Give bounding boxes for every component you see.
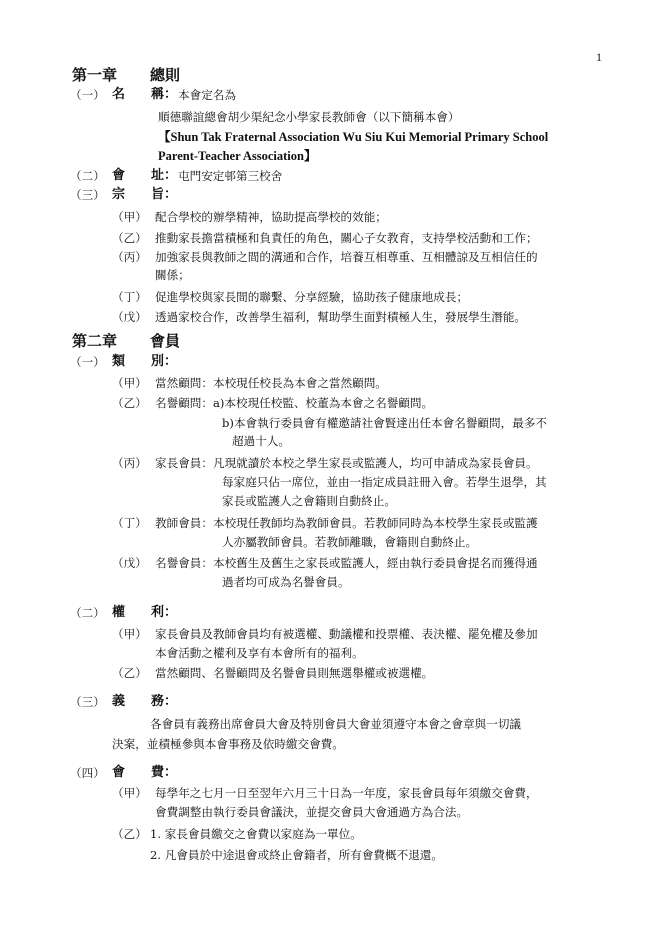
list-item-text: 配合學校的辦學精神，協助提高學校的效能； xyxy=(155,210,387,224)
list-item-text: 當然顧問、名譽顧問及名譽會員則無選舉權或被選權。 xyxy=(155,666,434,680)
list-item-text: 每家庭只佔一席位，並由一指定成員註冊入會。若學生退學，其 xyxy=(222,475,547,489)
list-item-marker: （甲） xyxy=(112,210,147,224)
list-item-text: b)本會執行委員會有權邀請社會賢達出任本會名譽顧問，最多不 xyxy=(222,416,547,430)
list-item-text: 家長會員：凡現就讀於本校之學生家長或監護人，均可申請成為家長會員。 xyxy=(155,456,538,470)
association-chinese-name: 順德聯誼總會胡少渠紀念小學家長教師會（以下簡稱本會） xyxy=(158,110,460,124)
chapter-2-title: 會員 xyxy=(150,332,181,350)
list-item-text: 推動家長擔當積極和負責任的角色，關心子女教育，支持學校活動和工作； xyxy=(155,231,538,245)
list-item-text: 透過家校合作，改善學生福利，幫助學生面對積極人生，發展學生潛能。 xyxy=(155,310,527,324)
paragraph-line: 各會員有義務出席會員大會及特別會員大會並須遵守本會之會章與一切議 xyxy=(150,717,522,731)
list-item-text: 本會活動之權利及享有本會所有的福利。 xyxy=(155,646,364,660)
list-item-text: 1. 家長會員繳交之會費以家庭為一單位。 xyxy=(150,827,362,841)
list-item-marker: （丙） xyxy=(112,456,147,470)
section-1-1-number: （一） xyxy=(70,88,105,102)
list-item-marker: （甲） xyxy=(112,786,147,800)
chapter-1-number: 第一章 xyxy=(72,66,118,84)
list-item-marker: （戊） xyxy=(112,556,147,570)
list-item-text: 名譽會員：本校舊生及舊生之家長或監護人，經由執行委員會提名而獲得通 xyxy=(155,556,538,570)
chapter-1-title: 總則 xyxy=(150,66,181,84)
chapter-2-number: 第二章 xyxy=(72,332,118,350)
section-2-2-label: 權 利： xyxy=(112,605,178,620)
list-item-text: 關係； xyxy=(155,268,190,282)
list-item-text: 每學年之七月一日至翌年六月三十日為一年度，家長會員每年須繳交會費， xyxy=(155,786,538,800)
section-1-2-number: （二） xyxy=(70,169,105,183)
section-2-4-number: （四） xyxy=(70,766,105,780)
list-item-marker: （乙） xyxy=(112,827,147,841)
list-item-text: 會費調整由執行委員會議決，並提交會員大會通過方為合法。 xyxy=(155,805,469,819)
section-2-1-label: 類 別： xyxy=(112,354,178,369)
list-item-text: 名譽顧問：a)本校現任校監、校董為本會之名譽顧問。 xyxy=(155,396,434,410)
list-item-marker: （丙） xyxy=(112,250,147,264)
section-2-1-number: （一） xyxy=(70,355,105,369)
section-1-1-label: 名 稱： xyxy=(112,87,178,102)
list-item-marker: （戊） xyxy=(112,310,147,324)
page-number: 1 xyxy=(596,50,602,64)
section-1-1-text: 本會定名為 xyxy=(178,88,236,102)
list-item-text: 過者均可成為名譽會員。 xyxy=(222,575,350,589)
list-item-marker: （甲） xyxy=(112,376,147,390)
section-1-3-label: 宗 旨： xyxy=(112,187,178,202)
section-2-4-label: 會 費： xyxy=(112,765,178,780)
association-english-name-line1: 【Shun Tak Fraternal Association Wu Siu Kui Memorial Primary School xyxy=(158,130,549,144)
list-item-text: 促進學校與家長間的聯繫、分享經驗，協助孩子健康地成長； xyxy=(155,290,469,304)
section-2-2-number: （二） xyxy=(70,606,105,620)
list-item-text: 超過十人。 xyxy=(232,434,290,448)
list-item-marker: （丁） xyxy=(112,516,147,530)
section-1-2-text: 屯門安定邨第三校舍 xyxy=(178,169,283,183)
list-item-text: 2. 凡會員於中途退會或終止會籍者，所有會費概不退還。 xyxy=(150,848,443,862)
section-2-3-label: 義 務： xyxy=(112,694,178,709)
section-1-3-number: （三） xyxy=(70,188,105,202)
list-item-text: 教師會員：本校現任教師均為教師會員。若教師同時為本校學生家長或監護 xyxy=(155,516,538,530)
list-item-marker: （甲） xyxy=(112,627,147,641)
section-1-2-label: 會 址： xyxy=(112,168,178,183)
list-item-text: 人亦屬教師會員。若教師離職，會籍則自動終止。 xyxy=(222,535,478,549)
section-2-3-number: （三） xyxy=(70,695,105,709)
list-item-marker: （丁） xyxy=(112,290,147,304)
list-item-text: 加強家長與教師之間的溝通和合作，培養互相尊重、互相體諒及互相信任的 xyxy=(155,250,538,264)
list-item-marker: （乙） xyxy=(112,666,147,680)
list-item-text: 家長或監護人之會籍則自動終止。 xyxy=(222,494,396,508)
list-item-text: 家長會員及教師會員均有被選權、動議權和投票權、表決權、罷免權及參加 xyxy=(155,627,538,641)
list-item-marker: （乙） xyxy=(112,396,147,410)
association-english-name-line2: Parent-Teacher Association】 xyxy=(158,149,317,163)
list-item-marker: （乙） xyxy=(112,231,147,245)
paragraph-line: 決案，並積極參與本會事務及依時繳交會費。 xyxy=(112,737,344,751)
list-item-text: 當然顧問：本校現任校長為本會之當然顧問。 xyxy=(155,376,387,390)
